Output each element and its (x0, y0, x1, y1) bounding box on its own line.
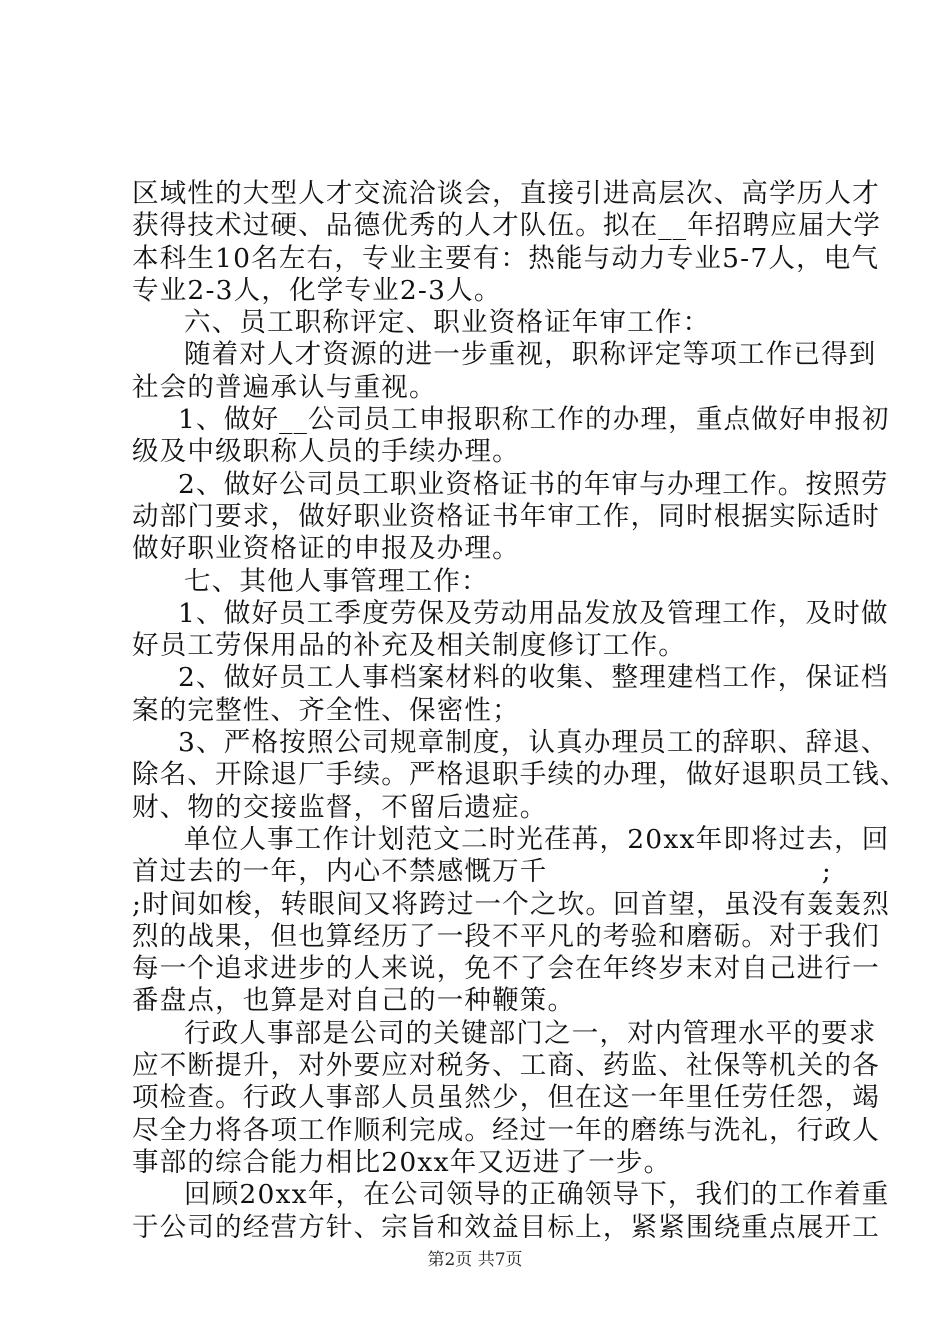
list-item-text: 2、做好员工人事档案材料的收集、整理建档工作，保证档 (178, 662, 889, 694)
list-item-text: 3、严格按照公司规章制度，认真办理员工的辞职、辞退、 (178, 727, 889, 759)
text-line: 财、物的交接监督，不留后遗症。 (132, 791, 548, 823)
text-line: 回顾20xx年，在公司领导的正确领导下，我们的工作着重 (184, 1179, 890, 1211)
page-footer: 第2页 共7页 (427, 1250, 523, 1270)
text-line: 番盘点，也算是对自己的一种鞭策。 (132, 985, 576, 1017)
section-heading-6: 六、员工职称评定、职业资格证年审工作： (184, 307, 711, 339)
text-line: 项检查。行政人事部人员虽然少，但在这一年里任劳任怨，竭 (132, 1082, 880, 1114)
text-line: 每一个追求进步的人来说，免不了会在年终岁末对自己进行一 (132, 953, 880, 985)
text-line: 专业2-3人，化学专业2-3人。 (132, 274, 502, 306)
text-line: 除名、开除退厂手续。严格退职手续的办理，做好退职员工钱、 (132, 759, 908, 791)
text-line: 于公司的经营方针、宗旨和效益目标上，紧紧围绕重点展开工 (132, 1211, 880, 1243)
text-line: 社会的普遍承认与重视。 (132, 371, 437, 403)
text-line: ;时间如梭，转眼间又将跨过一个之坎。回首望，虽没有轰轰烈 (132, 888, 891, 920)
text-line: 级及中级职称人员的手续办理。 (132, 436, 520, 468)
text-line: 案的完整性、齐全性、保密性； (132, 694, 520, 726)
text-line: 烈的战果，但也算经历了一段不平凡的考验和磨砺。对于我们 (132, 920, 880, 952)
text-line: 本科生10名左右，专业主要有：热能与动力专业5-7人，电气 (132, 242, 880, 274)
list-item-text: 1、做好__公司员工申报职称工作的办理，重点做好申报初 (178, 404, 890, 436)
section-heading-7: 七、其他人事管理工作： (184, 565, 489, 597)
text-line: 尽全力将各项工作顺利完成。经过一年的磨练与洗礼，行政人 (132, 1114, 880, 1146)
text-line: 行政人事部是公司的关键部门之一，对内管理水平的要求 (184, 1017, 877, 1049)
document-body (132, 178, 908, 1244)
text-line (132, 856, 832, 888)
list-item-text: 1、做好员工季度劳保及劳动用品发放及管理工作，及时做 (178, 597, 889, 629)
text-line: 事部的综合能力相比20xx年又迈进了一步。 (132, 1146, 672, 1178)
text-line: 区域性的大型人才交流洽谈会，直接引进高层次、高学历人才 (132, 178, 880, 209)
text-line: 获得技术过硬、品德优秀的人才队伍。拟在__年招聘应届大学 (132, 210, 882, 242)
text-line: 动部门要求，做好职业资格证书年审工作，同时根据实际适时 (132, 500, 880, 532)
text-line-part: 首过去的一年，内心不禁感慨万千 (132, 856, 548, 888)
text-line: 应不断提升，对外要应对税务、工商、药监、社保等机关的各 (132, 1050, 880, 1082)
text-line: 好员工劳保用品的补充及相关制度修订工作。 (132, 630, 686, 662)
text-line: 做好职业资格证的申报及办理。 (132, 533, 520, 565)
text-line: 随着对人才资源的进一步重视，职称评定等项工作已得到 (184, 339, 877, 371)
text-line: 单位人事工作计划范文二时光荏苒，20xx年即将过去，回 (184, 823, 890, 855)
text-line-part: ; (821, 856, 832, 888)
list-item-text: 2、做好公司员工职业资格证书的年审与办理工作。按照劳 (178, 468, 889, 500)
